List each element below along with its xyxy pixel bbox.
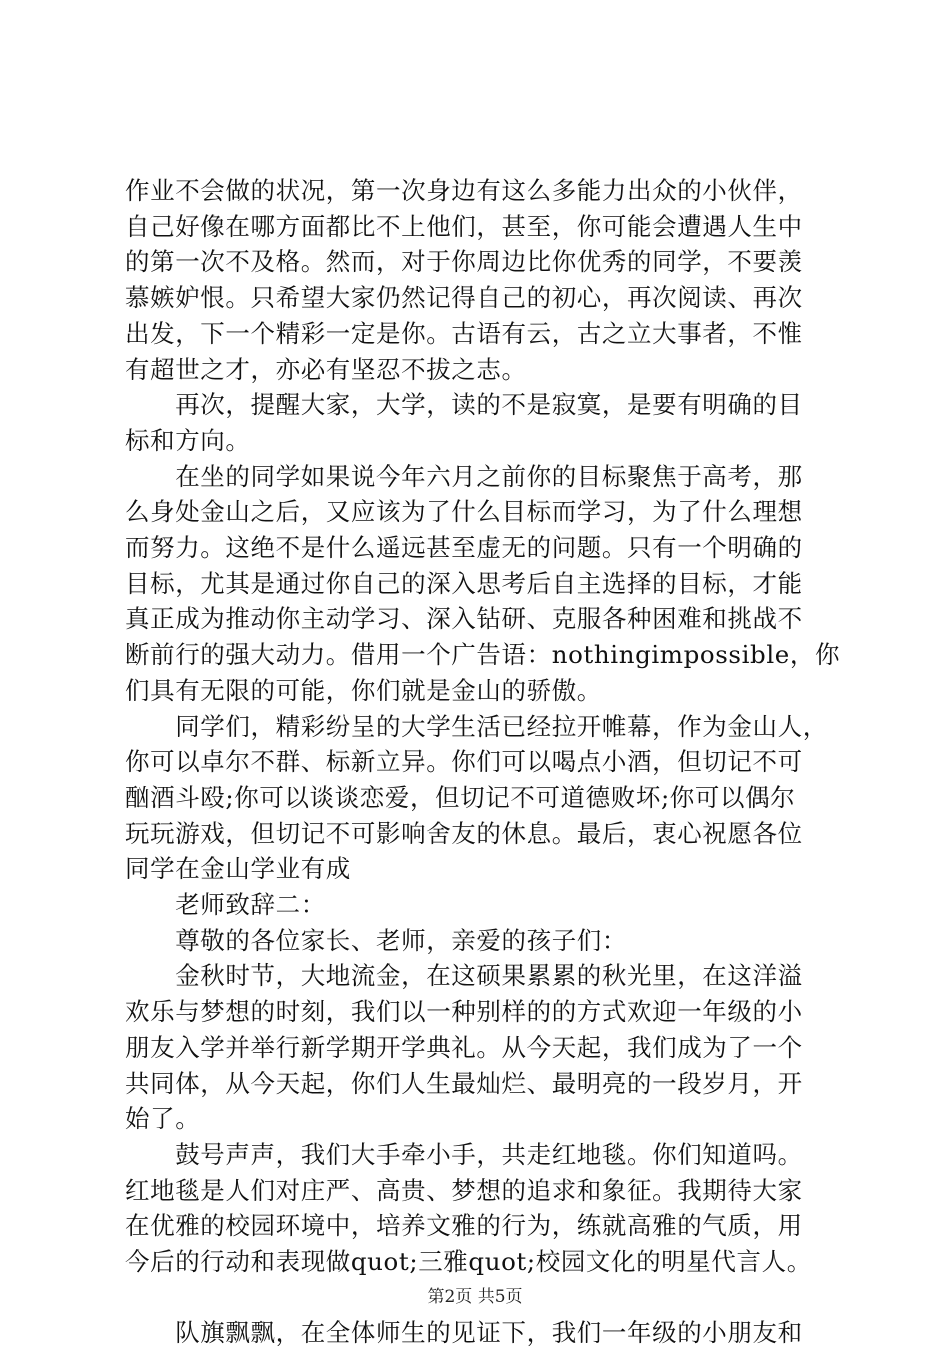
text-line: 鼓号声声，我们大手牵小手，共走红地毯。你们知道吗。 xyxy=(125,1139,803,1169)
text-line: 金秋时节，大地流金，在这硕果累累的秋光里，在这洋溢 xyxy=(125,961,803,991)
text-line: 在坐的同学如果说今年六月之前你的目标聚焦于高考，那 xyxy=(125,461,803,491)
text-line: 的第一次不及格。然而，对于你周边比你优秀的同学，不要羡 xyxy=(125,247,803,277)
text-line: 朋友入学并举行新学期开学典礼。从今天起，我们成为了一个 xyxy=(125,1032,803,1062)
text-line: 有超世之才，亦必有坚忍不拔之志。 xyxy=(125,354,527,384)
text-line: 玩玩游戏，但切记不可影响舍友的休息。最后，衷心祝愿各位 xyxy=(125,818,803,848)
text-line: 始了。 xyxy=(125,1104,201,1134)
text-line: 目标，尤其是通过你自己的深入思考后自主选择的目标，才能 xyxy=(125,568,803,598)
text-line: 作业不会做的状况，第一次身边有这么多能力出众的小伙伴， xyxy=(125,176,803,205)
text-line: 红地毯是人们对庄严、高贵、梦想的追求和象征。我期待大家 xyxy=(125,1175,803,1205)
text-line: 标和方向。 xyxy=(125,425,251,455)
text-line: 们具有无限的可能，你们就是金山的骄傲。 xyxy=(125,675,602,705)
text-line: 老师致辞二： xyxy=(125,890,326,919)
text-line: 你可以卓尔不群、标新立异。你们可以喝点小酒，但切记不可 xyxy=(125,747,803,777)
text-line: 真正成为推动你主动学习、深入钻研、克服各种困难和挑战不 xyxy=(125,604,803,634)
text-line: 自己好像在哪方面都比不上他们，甚至，你可能会遭遇人生中 xyxy=(125,211,803,241)
text-line: 队旗飘飘，在全体师生的见证下，我们一年级的小朋友和 xyxy=(125,1318,803,1348)
text-line: 共同体，从今天起，你们人生最灿烂、最明亮的一段岁月，开 xyxy=(125,1068,803,1098)
text-line: 欢乐与梦想的时刻，我们以一种别样的的方式欢迎一年级的小 xyxy=(125,997,803,1027)
text-line: 今后的行动和表现做quot;三雅quot;校园文化的明星代言人。 xyxy=(125,1247,812,1276)
text-line: 同学们，精彩纷呈的大学生活已经拉开帷幕，作为金山人， xyxy=(125,711,828,741)
text-line: 而努力。这绝不是什么遥远甚至虚无的问题。只有一个明确的 xyxy=(125,533,803,562)
page-footer: 第2页 共5页 xyxy=(427,1287,523,1307)
text-line: 再次，提醒大家，大学，读的不是寂寞，是要有明确的目 xyxy=(125,390,803,420)
text-line: 同学在金山学业有成 xyxy=(125,854,351,884)
text-line: 出发，下一个精彩一定是你。古语有云，古之立大事者，不惟 xyxy=(125,318,803,348)
text-line: 尊敬的各位家长、老师，亲爱的孩子们： xyxy=(125,925,627,955)
text-line: 慕嫉妒恨。只希望大家仍然记得自己的初心，再次阅读、再次 xyxy=(125,283,803,313)
text-line: 在优雅的校园环境中，培养文雅的行为，练就高雅的气质，用 xyxy=(125,1211,803,1241)
text-line: 断前行的强大动力。借用一个广告语：nothingimpossible，你 xyxy=(125,640,841,670)
text-line: 酗酒斗殴;你可以谈谈恋爱，但切记不可道德败坏;你可以偶尔 xyxy=(125,782,796,812)
text-line: 么身处金山之后，又应该为了什么目标而学习，为了什么理想 xyxy=(125,497,803,527)
